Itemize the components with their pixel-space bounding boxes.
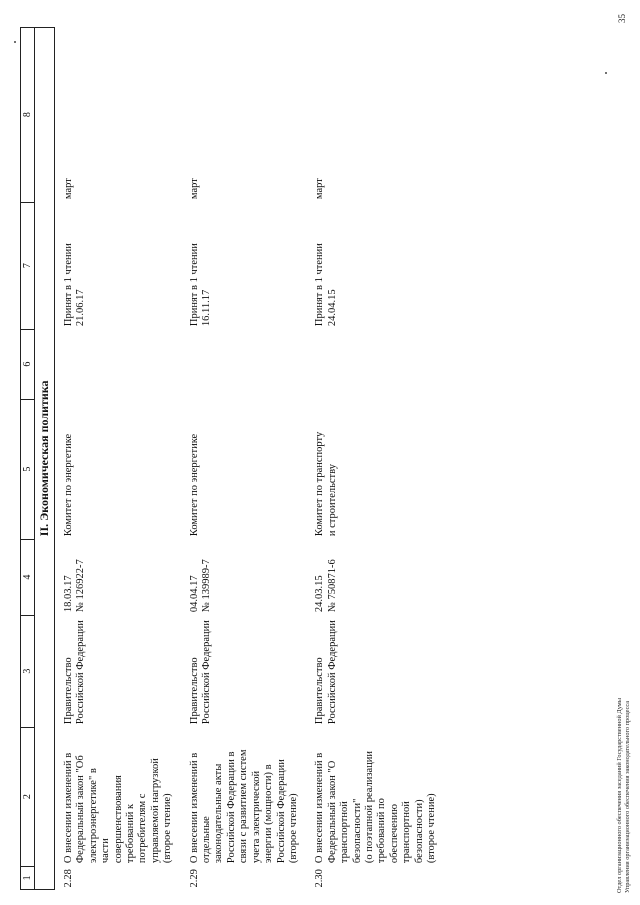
bill-registration-line: 18.03.17 xyxy=(63,575,74,613)
responsible-committee xyxy=(181,399,307,539)
bill-title xyxy=(55,727,181,866)
table-row xyxy=(181,27,307,889)
bill-status xyxy=(55,202,181,329)
bill-title-line: совершенствования xyxy=(112,775,124,864)
bill-title-line: (второе чтение) xyxy=(425,793,437,864)
bill-title-line: связи с развитием систем xyxy=(238,749,250,864)
bill-title-line: безопасности" xyxy=(351,798,363,864)
bill-registration-line: 04.04.17 xyxy=(188,575,200,613)
planned-month: март xyxy=(63,178,74,200)
bill-status xyxy=(306,202,444,329)
column-header-3: 3 xyxy=(21,615,35,727)
bill-title-line: транспортной xyxy=(339,801,351,864)
bill-status-line: 16.11.17 xyxy=(201,289,213,327)
bill-status-line: Принят в 1 чтении xyxy=(188,243,200,327)
bill-registration-line: № 750871-6 xyxy=(326,559,338,613)
footer-notes xyxy=(616,698,631,893)
bill-title-line: энергии (мощности) в xyxy=(263,764,275,864)
bill-title-line: законодательные акты xyxy=(213,763,225,864)
responsible-committee-line: Комитет по энергетике xyxy=(188,433,200,537)
bill-registration-line: № 126922-7 xyxy=(75,559,87,613)
bill-title-line: потребителям с xyxy=(137,793,149,864)
bill-author xyxy=(55,615,181,727)
bill-title-line: Российской Федерации xyxy=(275,759,287,864)
bill-title xyxy=(181,727,307,866)
bill-title-line: (второе чтение) xyxy=(287,793,299,864)
bill-author-line: Правительство xyxy=(63,657,74,725)
responsible-committee-line: и строительству xyxy=(326,464,338,537)
bill-title-line: (второе чтение) xyxy=(162,793,174,864)
table-row xyxy=(306,27,444,889)
bill-status-line: Принят в 1 чтении xyxy=(63,243,74,327)
bill-author-line: Правительство xyxy=(314,657,326,725)
column-header-6: 6 xyxy=(21,329,35,399)
bill-status-line: 21.06.17 xyxy=(75,289,87,327)
bill-author xyxy=(306,615,444,727)
column-header-7: 7 xyxy=(21,202,35,329)
scan-dot xyxy=(14,41,16,43)
responsible-committee xyxy=(306,399,444,539)
bill-author-line: Российской Федерации xyxy=(201,620,213,725)
responsible-committee-line: Комитет по энергетике xyxy=(63,433,74,537)
bill-title-line: части xyxy=(100,838,112,864)
column-6-cell xyxy=(55,329,181,399)
bill-title-line: электроэнергетике" в xyxy=(87,768,99,864)
bill-title-line: требований к xyxy=(125,803,137,864)
scan-dot xyxy=(605,72,607,74)
section-row xyxy=(35,27,55,889)
column-header-4: 4 xyxy=(21,539,35,615)
bill-title-line: транспортной xyxy=(401,801,413,864)
bill-status-line: 24.04.15 xyxy=(326,289,338,327)
bill-title-line: Российской Федерации в xyxy=(225,751,237,864)
bill-author-line: Российской Федерации xyxy=(326,620,338,725)
planned-month: март xyxy=(314,178,326,200)
bill-title-line: О внесении изменений в xyxy=(314,752,326,864)
column-header-1: 1 xyxy=(21,866,35,889)
bill-status-line: Принят в 1 чтении xyxy=(314,243,326,327)
bill-title-line: Федеральный закон "О xyxy=(326,760,338,864)
column-header-8: 8 xyxy=(21,27,35,202)
row-number: 2.29 xyxy=(188,869,200,888)
column-header-2: 2 xyxy=(21,727,35,866)
bill-title-line: О внесении изменений в xyxy=(63,752,74,864)
bill-registration xyxy=(181,539,307,615)
row-number: 2.28 xyxy=(63,869,74,888)
responsible-committee-line: Комитет по транспорту xyxy=(314,431,326,537)
bill-registration-line: 24.03.15 xyxy=(314,575,326,613)
responsible-committee xyxy=(55,399,181,539)
table-row xyxy=(55,27,181,889)
row-number: 2.30 xyxy=(314,869,326,888)
column-header-5: 5 xyxy=(21,399,35,539)
planned-month: март xyxy=(188,178,200,200)
bill-registration xyxy=(306,539,444,615)
bill-registration-line: № 139989-7 xyxy=(201,559,213,613)
bill-author xyxy=(181,615,307,727)
page-number: 35 xyxy=(617,14,627,23)
bill-title-line: безопасности) xyxy=(413,799,425,864)
bill-author-line: Правительство xyxy=(188,657,200,725)
bill-title-line: отдельные xyxy=(201,816,213,864)
footer-line-2: Управления организационного обеспечения законодательного процесса xyxy=(623,700,631,893)
bill-status xyxy=(181,202,307,329)
bill-title-line: (о поэтапной реализации xyxy=(363,750,375,864)
column-6-cell xyxy=(306,329,444,399)
bill-registration xyxy=(55,539,181,615)
bill-author-line: Российской Федерации xyxy=(75,620,87,725)
bill-title-line: требований по xyxy=(376,798,388,864)
bill-title xyxy=(306,727,444,866)
bills-table xyxy=(20,27,444,890)
bill-title-line: О внесении изменений в xyxy=(188,752,200,864)
bill-title-line: управляемой нагрузкой xyxy=(149,758,161,864)
column-number-row xyxy=(21,27,35,889)
section-title: II. Экономическая политика xyxy=(35,27,55,889)
column-6-cell xyxy=(181,329,307,399)
bill-title-line: обеспечению xyxy=(388,804,400,864)
footer-line-1: Отдел организационного обеспечения заседаний Государственной Думы xyxy=(616,698,623,893)
bill-title-line: учета электрической xyxy=(250,770,262,864)
bill-title-line: Федеральный закон "Об xyxy=(75,755,87,864)
